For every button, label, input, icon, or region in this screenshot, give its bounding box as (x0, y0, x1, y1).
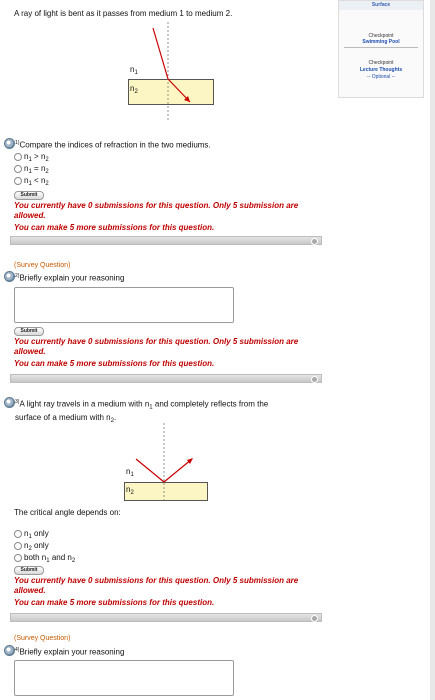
n2-label: $n_2$ (130, 84, 138, 95)
question-status-icon (4, 271, 15, 282)
option-label: $n_2$ only (24, 541, 49, 552)
reflection-diagram (118, 423, 210, 503)
ray-drawing (122, 22, 214, 122)
radio-button[interactable] (14, 554, 22, 562)
expand-icon[interactable] (311, 376, 318, 383)
option-label: $n_1 < n_2$ (24, 176, 49, 187)
expand-bar[interactable] (10, 236, 322, 245)
optional-label: -- Optional -- (366, 74, 396, 80)
expand-icon[interactable] (311, 238, 318, 245)
ray-drawing (118, 423, 210, 503)
refraction-diagram (122, 22, 214, 122)
submission-remaining: You can make 5 more submissions for this question. (14, 359, 215, 368)
submission-warning: You currently have 0 submissions for this question. Only 5 submission are (14, 337, 299, 346)
submit-button[interactable]: Submit (14, 191, 44, 200)
radio-button[interactable] (14, 542, 22, 550)
n2-label: $n_2$ (126, 485, 134, 496)
incident-ray (136, 459, 164, 482)
reasoning-textarea[interactable] (14, 660, 234, 696)
radio-button[interactable] (14, 530, 22, 538)
q3-prompt: $^{3)}$A light ray travels in a medium with $n_1$ and completely reflects from the surface of a medium with $n_2$. (15, 399, 269, 424)
option-label: $n_1 > n_2$ (24, 152, 49, 163)
radio-button[interactable] (14, 153, 22, 161)
submission-warning: allowed. (14, 211, 46, 220)
option-label: $n_1 = n_2$ (24, 164, 49, 175)
scrollbar[interactable] (430, 0, 435, 700)
expand-icon[interactable] (311, 615, 318, 622)
question-status-icon (4, 645, 15, 656)
survey-label: (Survey Question) (14, 635, 71, 642)
n1-label: $n_1$ (130, 65, 138, 76)
submission-warning: allowed. (14, 347, 46, 356)
divider (344, 47, 418, 48)
incident-ray (153, 28, 168, 79)
submit-button[interactable]: Submit (14, 327, 44, 336)
radio-button[interactable] (14, 177, 22, 185)
submission-warning: allowed. (14, 586, 46, 595)
q4-prompt: $^{4)}$Briefly explain your reasoning (15, 647, 125, 657)
submission-remaining: You can make 5 more submissions for this question. (14, 598, 215, 607)
reasoning-textarea[interactable] (14, 287, 234, 323)
checkpoint-label: Checkpoint (368, 33, 394, 39)
swimming-pool-link[interactable]: Swimming Pool (362, 39, 400, 45)
reflected-ray (164, 459, 192, 482)
q3-sub-prompt: The critical angle depends on: (14, 508, 121, 517)
question-status-icon (4, 397, 15, 408)
submission-warning: You currently have 0 submissions for this question. Only 5 submission are (14, 201, 299, 210)
option-label: both $n_1$ and $n_2$ (24, 553, 76, 564)
expand-bar[interactable] (10, 613, 322, 622)
intro-text: A ray of light is bent as it passes from medium 1 to medium 2. (14, 9, 233, 18)
checkpoint-label: Checkpoint (368, 60, 394, 66)
q2-prompt: $^{2)}$Briefly explain your reasoning (15, 273, 125, 283)
expand-bar[interactable] (10, 374, 322, 383)
sidebar-surface-label: Surface (371, 2, 391, 8)
radio-button[interactable] (14, 165, 22, 173)
lecture-thoughts-link[interactable]: Lecture Thoughts (359, 67, 403, 73)
question-status-icon (4, 138, 15, 149)
n1-label: $n_1$ (126, 467, 134, 478)
sidebar-panel (338, 0, 424, 98)
submission-warning: You currently have 0 submissions for this question. Only 5 submission are (14, 576, 299, 585)
option-label: $n_1$ only (24, 529, 49, 540)
submit-button[interactable]: Submit (14, 566, 44, 575)
survey-label: (Survey Question) (14, 262, 71, 269)
submission-remaining: You can make 5 more submissions for this question. (14, 223, 215, 232)
q1-prompt: $^{1)}$Compare the indices of refraction in the two mediums. (15, 140, 211, 150)
